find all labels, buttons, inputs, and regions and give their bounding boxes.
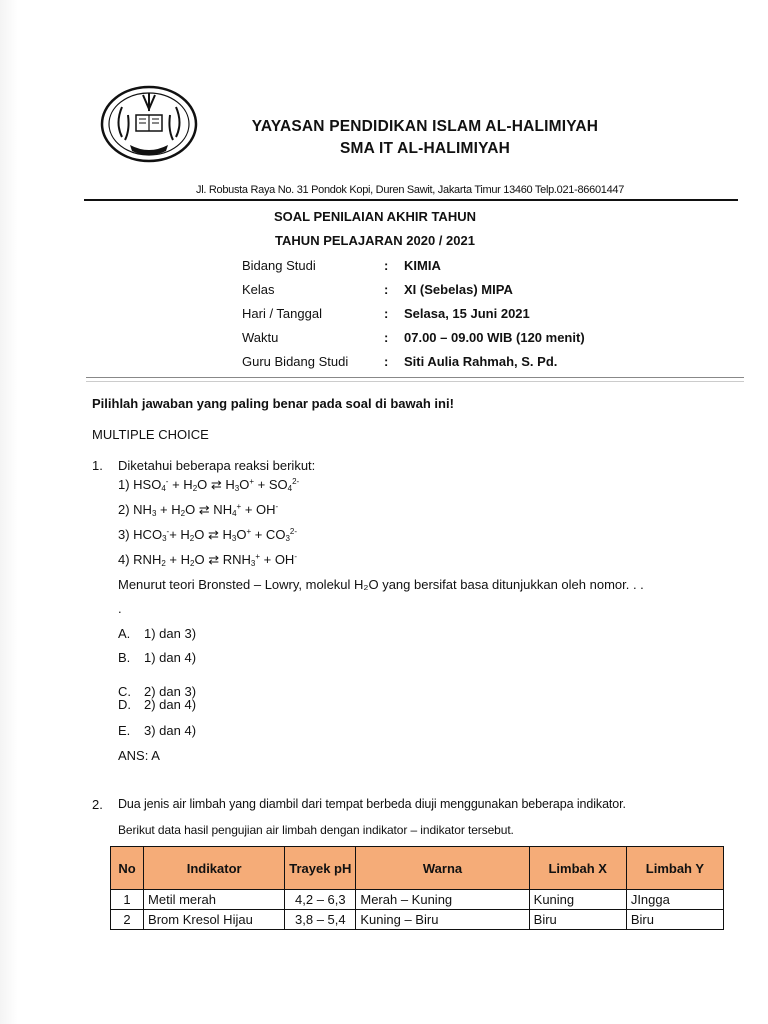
option-letter: B. <box>118 650 131 665</box>
indicator-table <box>110 846 724 930</box>
option-text: 1) dan 4) <box>144 650 197 665</box>
option-text: 3) dan 4) <box>144 723 197 738</box>
column-header: Indikator <box>144 847 285 890</box>
option-d <box>118 697 196 712</box>
reaction-2: 2) $NH_3 + H_2O$ ⇄ $NH_4^+ + OH^-$ <box>118 502 279 518</box>
info-value: XI (Sebelas) MIPA <box>404 282 513 297</box>
school-name: SMA IT AL-HALIMIYAH <box>340 140 510 157</box>
exam-year: TAHUN PELAJARAN 2020 / 2021 <box>275 233 475 248</box>
info-row-teacher <box>242 354 742 372</box>
reaction-4: 4) $RNH_2 + H_2O$ ⇄ $RNH_3^+ + OH^-$ <box>118 552 297 568</box>
column-header: Limbah X <box>529 847 626 890</box>
question-text: Menurut teori Bronsted – Lowry, molekul H₂O yang bersifat basa ditunjukkan oleh nomor. . . <box>118 577 644 592</box>
question-2-line-2: Berikut data hasil pengujian air limbah dengan indikator – indikator tersebut. <box>118 823 514 837</box>
option-text: 2) dan 3) <box>144 684 197 699</box>
info-value: 07.00 – 09.00 WIB (120 menit) <box>404 330 585 345</box>
info-colon: : <box>384 330 389 345</box>
table-cell: 3,8 – 5,4 <box>285 910 356 930</box>
school-address: Jl. Robusta Raya No. 31 Pondok Kopi, Duren Sawit, Jakarta Timur 13460 Telp.021-86601447 <box>196 184 625 196</box>
option-letter: A. <box>118 626 131 641</box>
column-header: Limbah Y <box>626 847 723 890</box>
question-intro: Diketahui beberapa reaksi berikut: <box>118 458 316 473</box>
column-header: No <box>111 847 144 890</box>
option-text: 2) dan 4) <box>144 697 197 712</box>
info-row-subject <box>242 258 742 276</box>
question-2-line-1: Dua jenis air limbah yang diambil dari tempat berbeda diuji menggunakan beberapa indikator. <box>118 797 626 811</box>
info-value: Siti Aulia Rahmah, S. Pd. <box>404 354 558 369</box>
section-heading: MULTIPLE CHOICE <box>92 427 209 442</box>
table-cell: Brom Kresol Hijau <box>144 910 285 930</box>
info-row-date <box>242 306 742 324</box>
instruction-text: Pilihlah jawaban yang paling benar pada soal di bawah ini! <box>92 396 454 411</box>
table-cell: Biru <box>626 910 723 930</box>
table-cell: 1 <box>111 890 144 910</box>
column-header: Trayek pH <box>285 847 356 890</box>
exam-title: SOAL PENILAIAN AKHIR TAHUN <box>274 209 476 224</box>
question-number: 2. <box>92 797 103 812</box>
info-label: Waktu <box>242 330 279 345</box>
table-cell: 2 <box>111 910 144 930</box>
option-a <box>118 626 196 641</box>
table-row <box>111 910 724 930</box>
info-colon: : <box>384 258 389 273</box>
info-colon: : <box>384 282 389 297</box>
info-divider <box>86 377 744 378</box>
answer-key: ANS: A <box>118 748 160 763</box>
table-cell: JIngga <box>626 890 723 910</box>
info-divider-shadow <box>86 381 744 382</box>
option-letter: D. <box>118 697 131 712</box>
option-e <box>118 723 196 738</box>
info-row-time <box>242 330 742 348</box>
option-letter: E. <box>118 723 131 738</box>
table-cell: Biru <box>529 910 626 930</box>
option-text: 1) dan 3) <box>144 626 197 641</box>
info-label: Kelas <box>242 282 275 297</box>
info-value: KIMIA <box>404 258 441 273</box>
table-header-row <box>111 847 724 890</box>
question-text-dot: . <box>118 601 122 616</box>
info-row-class <box>242 282 742 300</box>
reaction-1: 1) $HSO_4^- + H_2O$ ⇄ $H_3O^+ + SO_4^{2-}$ <box>118 477 300 493</box>
foundation-name: YAYASAN PENDIDIKAN ISLAM AL-HALIMIYAH <box>251 118 599 135</box>
table-cell: Kuning – Biru <box>356 910 529 930</box>
column-header: Warna <box>356 847 529 890</box>
info-colon: : <box>384 354 389 369</box>
table-cell: 4,2 – 6,3 <box>285 890 356 910</box>
info-label: Guru Bidang Studi <box>242 354 349 369</box>
info-value: Selasa, 15 Juni 2021 <box>404 306 530 321</box>
question-number: 1. <box>92 458 103 473</box>
reaction-3: 3) $HCO_3^-+ H_2O$ ⇄ $H_3O^+ + CO_3^{2-}$ <box>118 527 298 543</box>
table-cell: Merah – Kuning <box>356 890 529 910</box>
option-b <box>118 650 196 665</box>
info-colon: : <box>384 306 389 321</box>
school-logo-emblem <box>100 85 198 163</box>
table-cell: Metil merah <box>144 890 285 910</box>
info-label: Hari / Tanggal <box>242 306 322 321</box>
info-label: Bidang Studi <box>242 258 316 273</box>
option-letter: C. <box>118 684 131 699</box>
table-row <box>111 890 724 910</box>
header-divider <box>84 199 738 201</box>
table-cell: Kuning <box>529 890 626 910</box>
